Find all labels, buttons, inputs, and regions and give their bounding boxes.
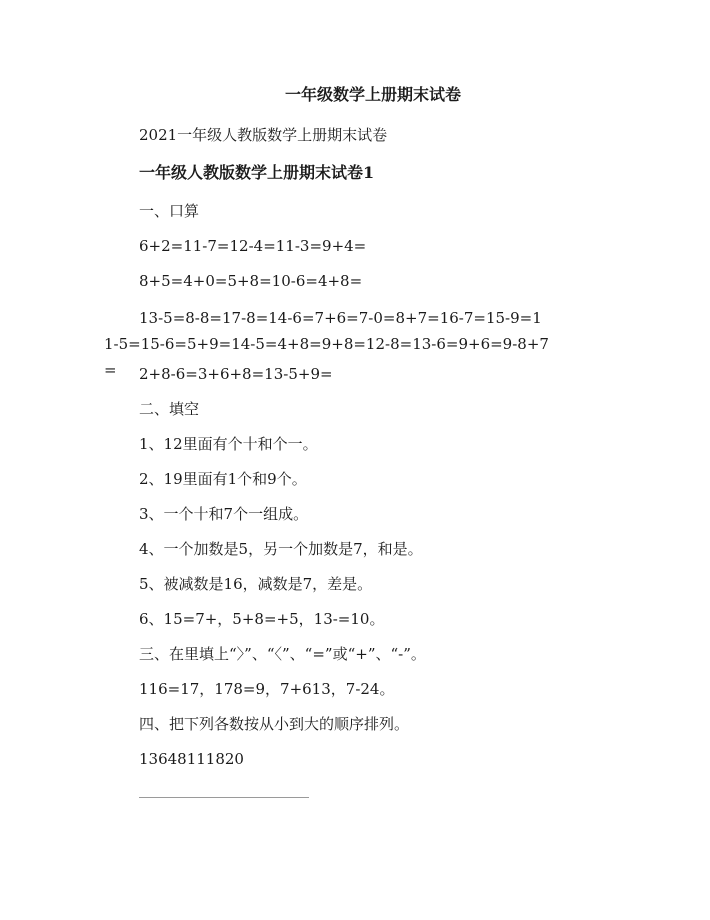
document-title: 一年级数学上册期末试卷 [284, 85, 461, 104]
fill-item-4: 4、一个加数是5，另一个加数是7，和是。 [139, 540, 423, 558]
calc-line-4: 2+8-6=3+6+8=13-5+9= [139, 365, 333, 383]
fill-item-6: 6、15=7+，5+8=+5，13-=10。 [139, 610, 385, 628]
part1-heading: 一、口算 [139, 202, 200, 220]
footnote-divider [139, 797, 309, 798]
compare-line: 116=17，178=9，7+613，7-24。 [139, 680, 395, 698]
fill-item-3: 3、一个十和7个一组成。 [139, 505, 309, 523]
calc-line-2: 8+5=4+0=5+8=10-6=4+8= [139, 272, 363, 290]
section-heading: 一年级人教版数学上册期末试卷1 [139, 163, 375, 182]
calc-line-3: 13-5=8-8=17-8=14-6=7+6=7-0=8+7=16-7=15-9=11-5=15-6=5+9=14-5=4+8=9+8=12-8=13-6=9+6=9-8+7= [104, 309, 549, 379]
part2-heading: 二、填空 [139, 400, 200, 418]
document-subtitle: 2021一年级人教版数学上册期末试卷 [139, 126, 388, 144]
fill-item-1: 1、12里面有个十和个一。 [139, 435, 318, 453]
fill-item-2: 2、19里面有1个和9个。 [139, 470, 307, 488]
calc-line-1: 6+2=11-7=12-4=11-3=9+4= [139, 237, 367, 255]
ordering-numbers: 13648111820 [139, 750, 244, 768]
part4-heading: 四、把下列各数按从小到大的顺序排列。 [139, 715, 410, 733]
fill-item-5: 5、被减数是16，减数是7，差是。 [139, 575, 373, 593]
part3-heading: 三、在里填上“〉”、“〈”、“=”或“+”、“-”。 [139, 645, 426, 663]
